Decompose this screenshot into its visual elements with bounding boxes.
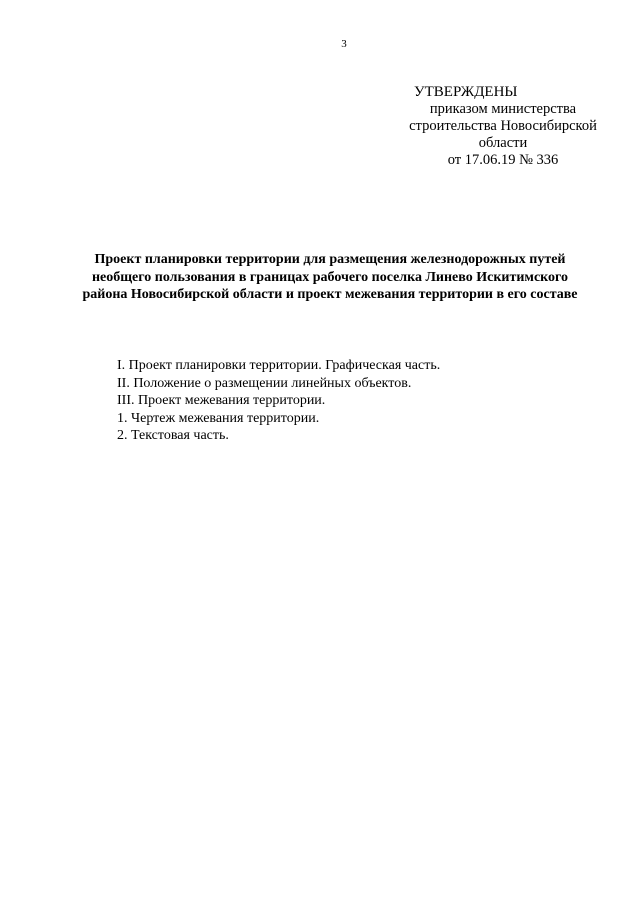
contents-list [117, 357, 577, 445]
approval-line-ministry: приказом министерства [429, 101, 577, 117]
contents-item-text-part: 2. Текстовая часть. [117, 428, 229, 443]
approval-line-construction: строительства Новосибирской [409, 118, 597, 134]
approval-heading: УТВЕРЖДЕНЫ [414, 84, 518, 100]
approval-line-region: области [478, 135, 528, 151]
contents-item-planning-graphic: I. Проект планировки территории. Графическая часть. [117, 358, 441, 373]
page-number: 3 [341, 38, 347, 50]
document-title: Проект планировки территории для размещения железнодорожных путей необщего пользования в границах рабочего поселка Линево Искитимского района Новосибирской области и проект межевания территории в его составе [82, 252, 578, 302]
contents-item-surveying-project: III. Проект межевания территории. [117, 393, 326, 408]
contents-item-surveying-drawing: 1. Чертеж межевания территории. [117, 410, 320, 426]
contents-item-linear-objects: II. Положение о размещении линейных объектов. [117, 375, 412, 391]
approval-block [360, 84, 640, 169]
approval-line-date-number: от 17.06.19 № 336 [447, 152, 559, 168]
